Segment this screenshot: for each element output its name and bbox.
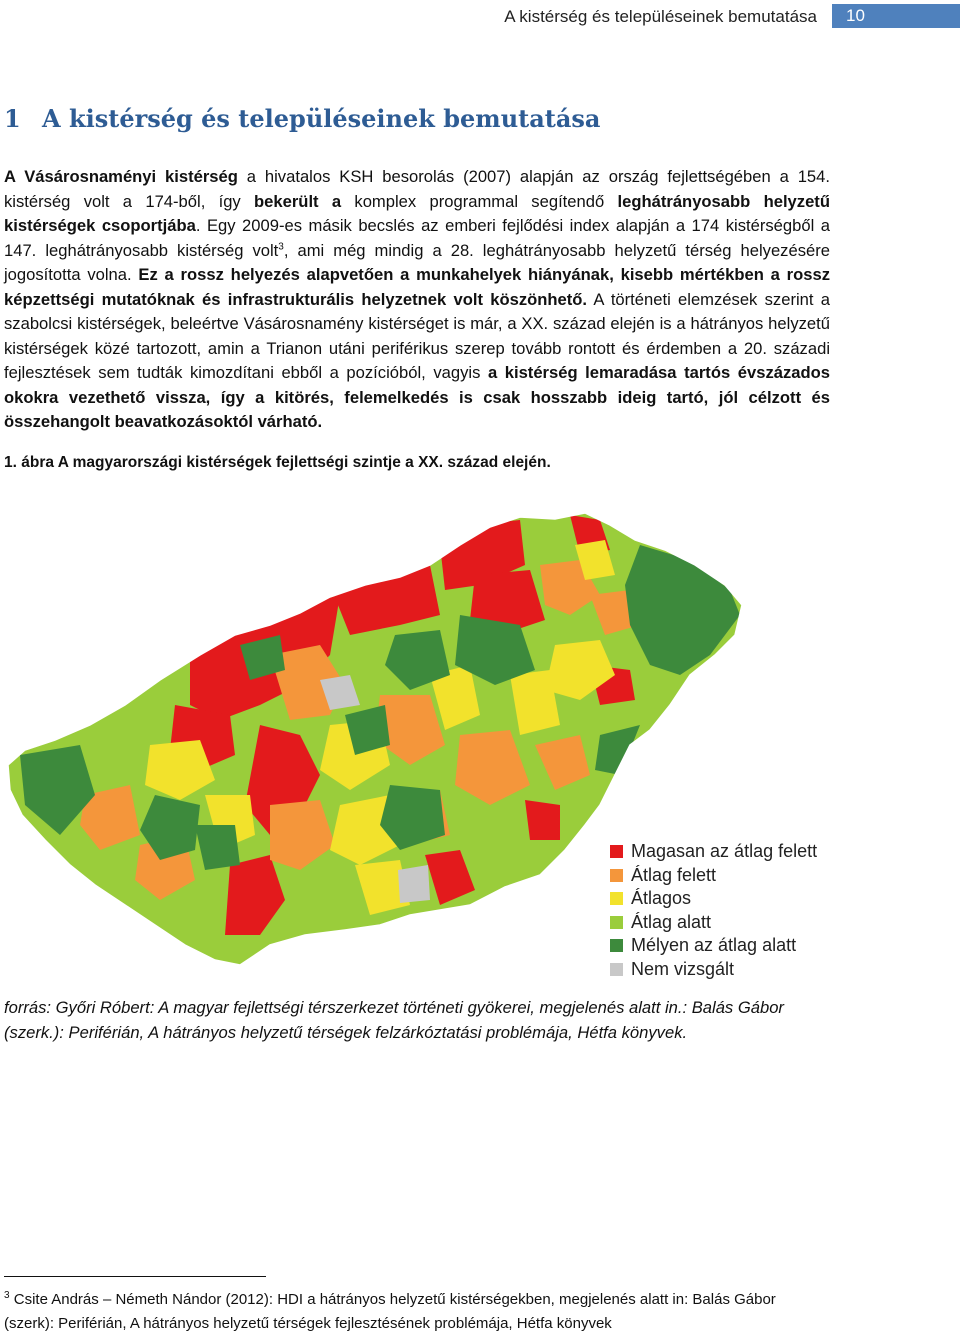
text-run-2: a hivatalos KSH besorolás (2007) alapján az ország fejlettségében a 154. kistérség volt a 174-ből, így xyxy=(4,167,830,211)
legend-item xyxy=(610,934,850,958)
text-run-6: . Egy 2009-es másik becslés az emberi fejlődési index alapján a 174 kistérségből a 147. leghátrányosabb kistérség volt xyxy=(4,216,830,260)
legend-swatch xyxy=(610,869,623,882)
text-run-9: A történeti elemzések szerint a szabolcsi kistérségek, beleértve Vásárosnamény kistérséget is már, a XX. század elején is a hátrányos helyzetű kistérségek közé tartozott, amin a Trianon utáni periférikus szerep tovább rontott és érdemben a 20. századi fejlesztések sem tudták kimozdítani ebből a pozícióból, vagyis xyxy=(4,289,830,382)
chapter-number: 1 xyxy=(4,104,21,133)
footnote-reference[interactable]: 3 xyxy=(278,240,284,252)
legend-label: Magasan az átlag felett xyxy=(631,841,818,862)
text-bold-1: A Vásárosnaményi kistérség xyxy=(4,167,238,186)
footnote xyxy=(4,1288,824,1336)
running-title: A kistérség és településeinek bemutatása xyxy=(504,7,817,26)
text-bold-10: a kistérség lemaradása tartós évszázados okokra vezethető vissza, így a kitörés, felemelkedés is csak hosszabb ideig tartó, jól célzott és összehangolt beavatkozásoktól várható. xyxy=(4,363,830,431)
legend-item xyxy=(610,887,850,911)
legend-label: Nem vizsgált xyxy=(631,958,735,979)
map-legend xyxy=(610,840,850,981)
text-bold-8: Ez a rossz helyezés alapvetően a munkahelyek hiányának, kisebb mértékben a rossz képzettségi mutatóknak és infrastrukturális helyzetnek volt köszönhető. xyxy=(4,265,830,309)
legend-label: Átlag alatt xyxy=(631,911,712,932)
legend-label: Átlag felett xyxy=(631,864,717,885)
legend-swatch xyxy=(610,916,623,929)
legend-item xyxy=(610,911,850,935)
text-bold-3: bekerült a xyxy=(254,191,342,211)
legend-swatch xyxy=(610,939,623,952)
footnote-divider xyxy=(4,1276,266,1277)
body-paragraph xyxy=(4,165,830,435)
legend-item xyxy=(610,864,850,888)
legend-swatch xyxy=(610,845,623,858)
figure-caption: 1. ábra A magyarországi kistérségek fejlettségi szintje a XX. század elején. xyxy=(4,454,551,471)
legend-item xyxy=(610,840,850,864)
text-bold-5: leghátrányosabb helyzetű kistérségek csoportjába xyxy=(4,191,830,235)
footnote-marker: 3 xyxy=(4,1290,10,1301)
chapter-heading xyxy=(4,104,600,133)
legend-swatch xyxy=(610,892,623,905)
legend-swatch xyxy=(610,963,623,976)
page-number: 10 xyxy=(832,4,960,28)
legend-label: Átlagos xyxy=(631,888,692,909)
running-header xyxy=(0,4,960,30)
legend-item xyxy=(610,958,850,982)
legend-label: Mélyen az átlag alatt xyxy=(631,935,797,956)
text-run-4: komplex programmal segítendő xyxy=(341,191,618,211)
chapter-title: A kistérség és településeinek bemutatása xyxy=(42,104,601,133)
footnote-text: Csite András – Németh Nándor (2012): HDI a hátrányos helyzetű kistérségekben, megjelenés alatt in: Balás Gábor (szerk): Periférián, A hátrányos helyzetű térségek fejlesztésének problémája, Hétfa könyvek xyxy=(4,1291,776,1332)
figure-source: forrás: Győri Róbert: A magyar fejlettségi térszerkezet történeti gyökerei, megjelenés alatt in.: Balás Gábor (szerk.): Periférián, A hátrányos helyzetű térségek felzárkóztatási problémája, Hétfa könyvek. xyxy=(4,998,784,1042)
text-run-7: , ami még mindig a 28. leghátrányosabb helyzetű térség helyezésére jogosította volna. xyxy=(4,240,830,284)
